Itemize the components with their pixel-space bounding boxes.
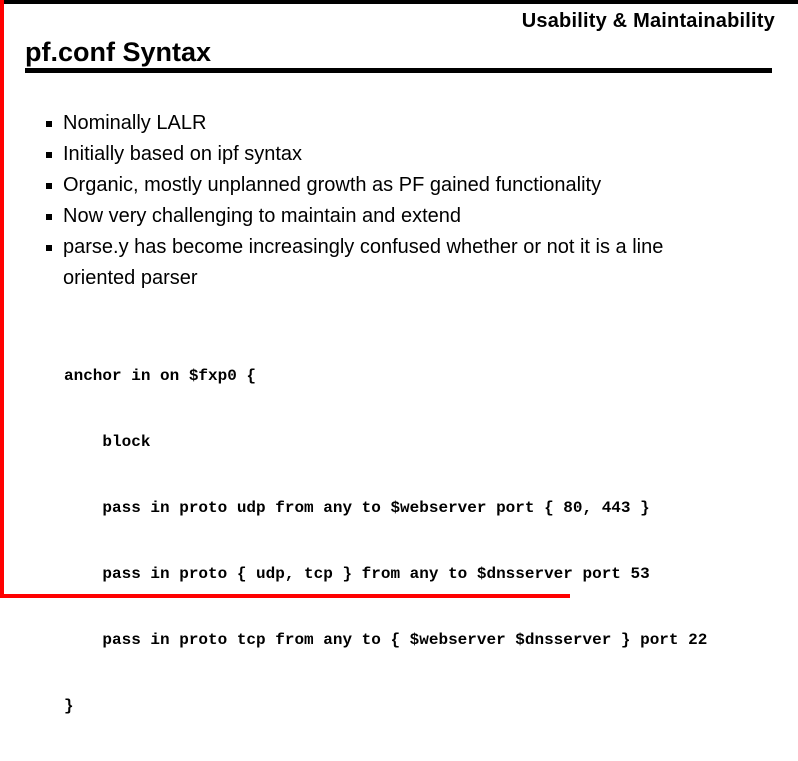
bullet-item <box>46 108 728 139</box>
bullet-square-icon <box>46 214 52 220</box>
title-underline-rule <box>25 68 772 73</box>
bullet-square-icon <box>46 152 52 158</box>
bullet-square-icon <box>46 121 52 127</box>
bullet-text: Nominally LALR <box>63 112 207 134</box>
code-line: } <box>64 697 74 715</box>
left-red-border <box>0 0 4 598</box>
code-line: block <box>64 433 151 451</box>
bullet-text: Now very challenging to maintain and extend <box>63 205 462 227</box>
bullet-item <box>46 201 728 232</box>
code-block <box>64 321 707 761</box>
bottom-red-border <box>0 594 570 598</box>
code-line: pass in proto { udp, tcp } from any to $dnsserver port 53 <box>64 565 650 583</box>
bullet-square-icon <box>46 245 52 251</box>
bullet-text: Initially based on ipf syntax <box>63 143 303 165</box>
page-title: pf.conf Syntax <box>25 37 212 67</box>
code-line: pass in proto tcp from any to { $webserver $dnsserver } port 22 <box>64 631 708 649</box>
slide-header-label: Usability & Maintainability <box>521 10 775 32</box>
code-line: anchor in on $fxp0 { <box>64 367 257 385</box>
bullet-item <box>46 170 728 201</box>
code-line: pass in proto udp from any to $webserver port { 80, 443 } <box>64 499 650 517</box>
bullet-item <box>46 232 728 294</box>
bullet-text: parse.y has become increasingly confused whether or not it is a line oriented parser <box>63 236 664 289</box>
bullet-item <box>46 139 728 170</box>
top-border-rule <box>0 0 798 4</box>
bullet-list <box>46 108 728 294</box>
bullet-square-icon <box>46 183 52 189</box>
bullet-text: Organic, mostly unplanned growth as PF gained functionality <box>63 174 602 196</box>
